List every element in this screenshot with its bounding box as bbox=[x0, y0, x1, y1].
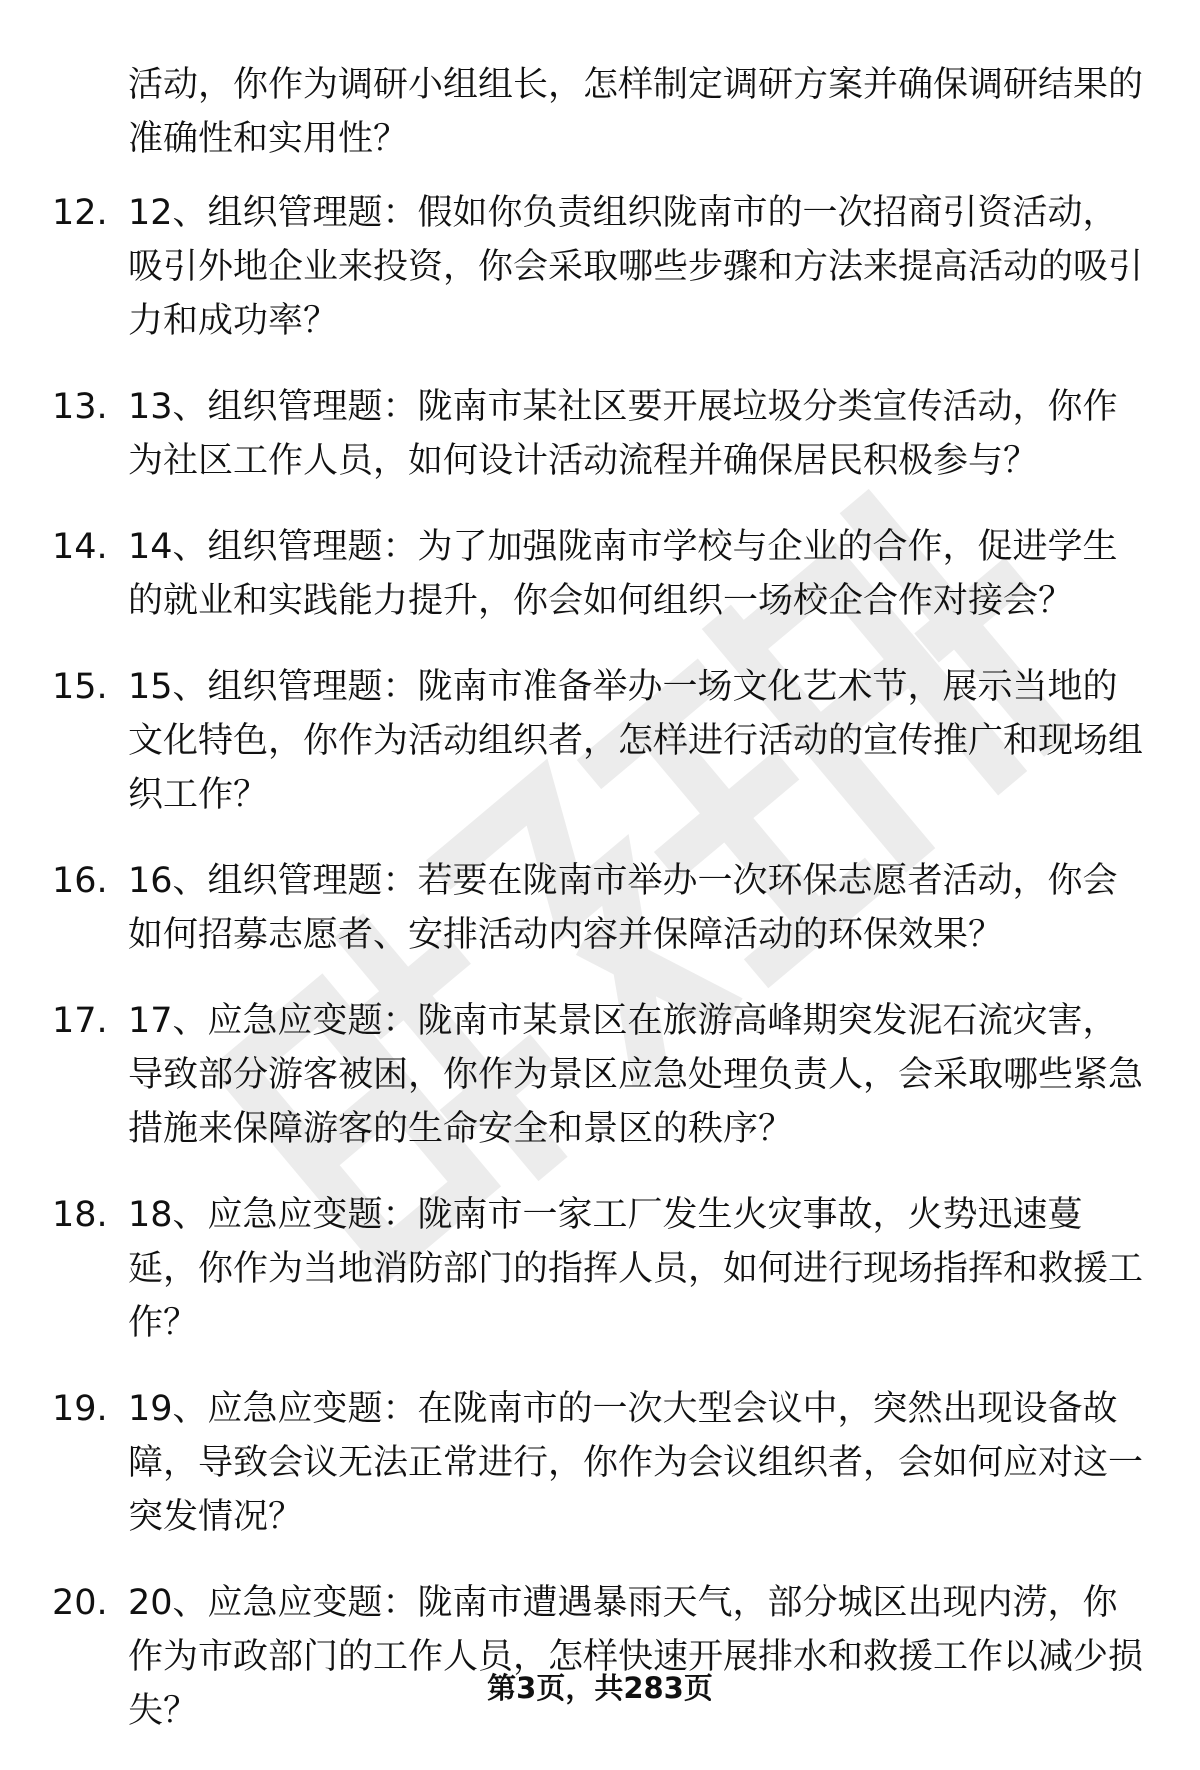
list-item-text: 13、组织管理题：陇南市某社区要开展垃圾分类宣传活动，你作为社区工作人员，如何设计活动流程并确保居民积极参与？ bbox=[128, 387, 1118, 481]
list-item bbox=[0, 1188, 1200, 1350]
list-item-text: 16、组织管理题：若要在陇南市举办一次环保志愿者活动，你会如何招募志愿者、安排活动内容并保障活动的环保效果？ bbox=[128, 861, 1118, 955]
list-item-number: 17. bbox=[52, 1001, 108, 1041]
list-item-text: 20、应急应变题：陇南市遭遇暴雨天气，部分城区出现内涝，你作为市政部门的工作人员，怎样快速开展排水和救援工作以减少损失？ bbox=[128, 1583, 1144, 1731]
list-item bbox=[0, 994, 1200, 1156]
list-item bbox=[0, 186, 1200, 348]
list-item-text: 17、应急应变题：陇南市某景区在旅游高峰期突发泥石流灾害，导致部分游客被困，你作为景区应急处理负责人，会采取哪些紧急措施来保障游客的生命安全和景区的秩序？ bbox=[128, 1001, 1144, 1149]
continued-question-text: 活动，你作为调研小组组长，怎样制定调研方案并确保调研结果的准确性和实用性？ bbox=[128, 65, 1144, 159]
list-item bbox=[0, 660, 1200, 822]
list-item bbox=[0, 1576, 1200, 1738]
page-number-footer: 第3页，共283页 bbox=[487, 1671, 713, 1705]
list-item-number: 20. bbox=[52, 1583, 108, 1623]
list-item-text: 19、应急应变题：在陇南市的一次大型会议中，突然出现设备故障，导致会议无法正常进行，你作为会议组织者，会如何应对这一突发情况？ bbox=[128, 1389, 1144, 1537]
list-item-text: 12、组织管理题：假如你负责组织陇南市的一次招商引资活动，吸引外地企业来投资，你会采取哪些步骤和方法来提高活动的吸引力和成功率？ bbox=[128, 193, 1144, 341]
list-item bbox=[0, 1382, 1200, 1544]
list-item-number: 13. bbox=[52, 387, 108, 427]
list-item-number: 12. bbox=[52, 193, 108, 233]
question-list bbox=[0, 186, 1200, 1770]
list-item-number: 19. bbox=[52, 1389, 108, 1429]
list-item bbox=[0, 380, 1200, 488]
list-item-text: 14、组织管理题：为了加强陇南市学校与企业的合作，促进学生的就业和实践能力提升，你会如何组织一场校企合作对接会？ bbox=[128, 527, 1118, 621]
list-item bbox=[0, 854, 1200, 962]
list-item-text: 18、应急应变题：陇南市一家工厂发生火灾事故，火势迅速蔓延，你作为当地消防部门的指挥人员，如何进行现场指挥和救援工作？ bbox=[128, 1195, 1144, 1343]
list-item-text: 15、组织管理题：陇南市准备举办一场文化艺术节，展示当地的文化特色，你作为活动组织者，怎样进行活动的宣传推广和现场组织工作？ bbox=[128, 667, 1144, 815]
list-item-number: 15. bbox=[52, 667, 108, 707]
list-item-number: 14. bbox=[52, 527, 108, 567]
list-item bbox=[0, 520, 1200, 628]
list-item-number: 18. bbox=[52, 1195, 108, 1235]
list-item-number: 16. bbox=[52, 861, 108, 901]
